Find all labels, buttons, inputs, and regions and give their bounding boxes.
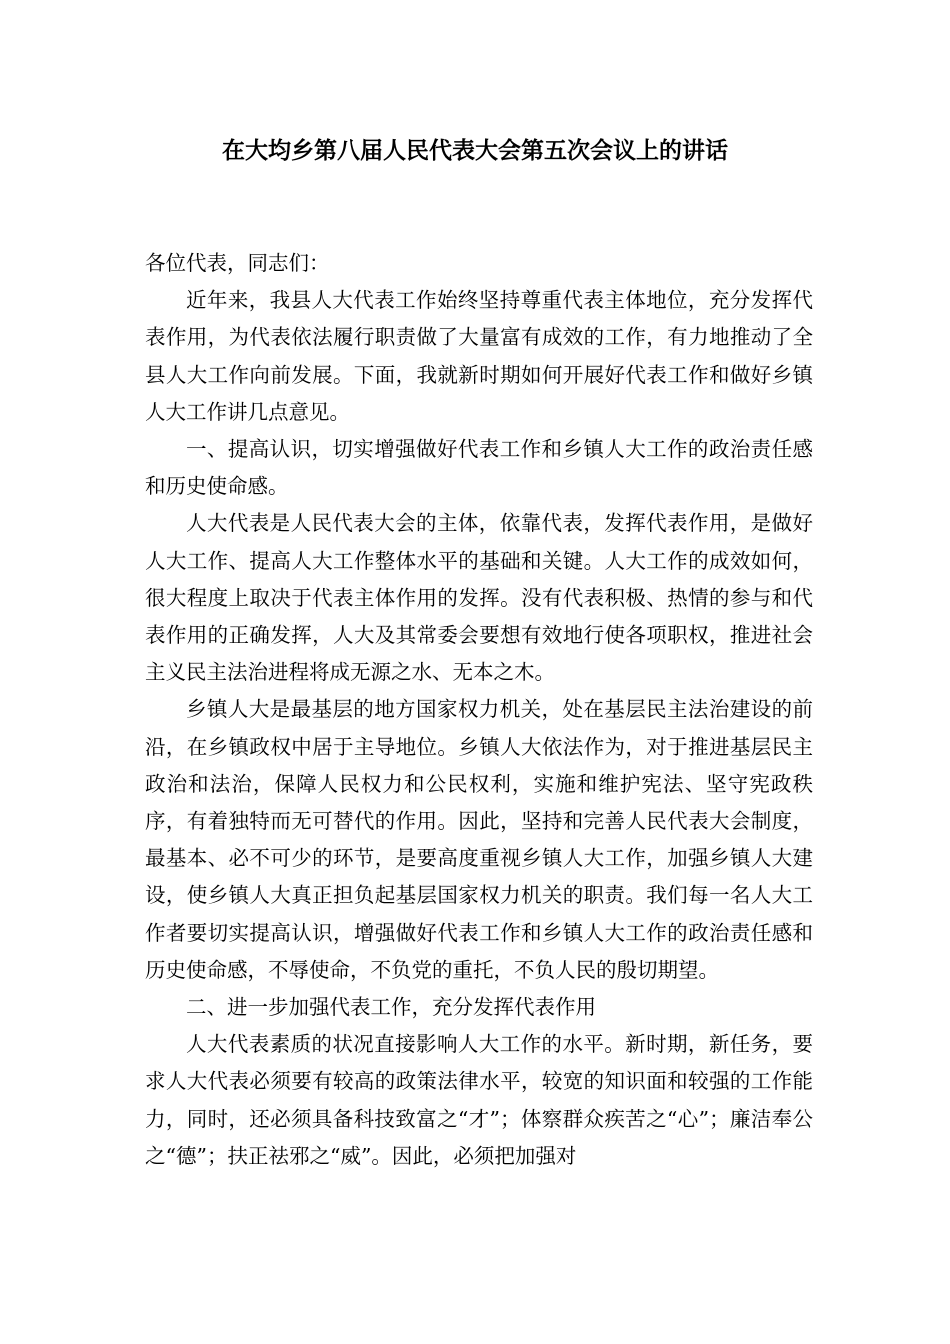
paragraph: 人大代表素质的状况直接影响人大工作的水平。新时期，新任务，要求人大代表必须要有较高的政策法律水平，较宽的知识面和较强的工作能力，同时，还必须具备科技致富之“才”；体察群众疾苦之“心”；廉洁奉公之“德”；扶正祛邪之“威”。因此，必须把加强对 [145,1032,813,1168]
document-body [145,245,813,1175]
salutation: 各位代表，同志们： [145,251,330,275]
section-heading-2: 二、进一步加强代表工作，充分发挥代表作用 [186,995,596,1020]
paragraph-intro: 近年来，我县人大代表工作始终坚持尊重代表主体地位，充分发挥代表作用，为代表依法履行职责做了大量富有成效的工作，有力地推动了全县人大工作向前发展。下面，我就新时期如何开展好代表工作和做好乡镇人大工作讲几点意见。 [145,288,813,424]
document-title: 在大均乡第八届人民代表大会第五次会议上的讲话 [222,138,728,164]
paragraph: 人大代表是人民代表大会的主体，依靠代表，发挥代表作用，是做好人大工作、提高人大工作整体水平的基础和关键。人大工作的成效如何，很大程度上取决于代表主体作用的发挥。没有代表积极、热情的参与和代表作用的正确发挥，人大及其常委会要想有效地行使各项职权，推进社会主义民主法治进程将成无源之水、无本之木。 [145,511,813,685]
paragraph: 乡镇人大是最基层的地方国家权力机关，处在基层民主法治建设的前沿，在乡镇政权中居于主导地位。乡镇人大依法作为，对于推进基层民主政治和法治，保障人民权力和公民权利，实施和维护宪法、坚守宪政秩序，有着独特而无可替代的作用。因此，坚持和完善人民代表大会制度，最基本、必不可少的环节，是要高度重视乡镇人大工作，加强乡镇人大建设，使乡镇人大真正担负起基层国家权力机关的职责。我们每一名人大工作者要切实提高认识，增强做好代表工作和乡镇人大工作的政治责任感和历史使命感，不辱使命，不负党的重托，不负人民的殷切期望。 [145,697,813,982]
section-heading-1: 一、提高认识，切实增强做好代表工作和乡镇人大工作的政治责任感和历史使命感。 [145,437,813,499]
